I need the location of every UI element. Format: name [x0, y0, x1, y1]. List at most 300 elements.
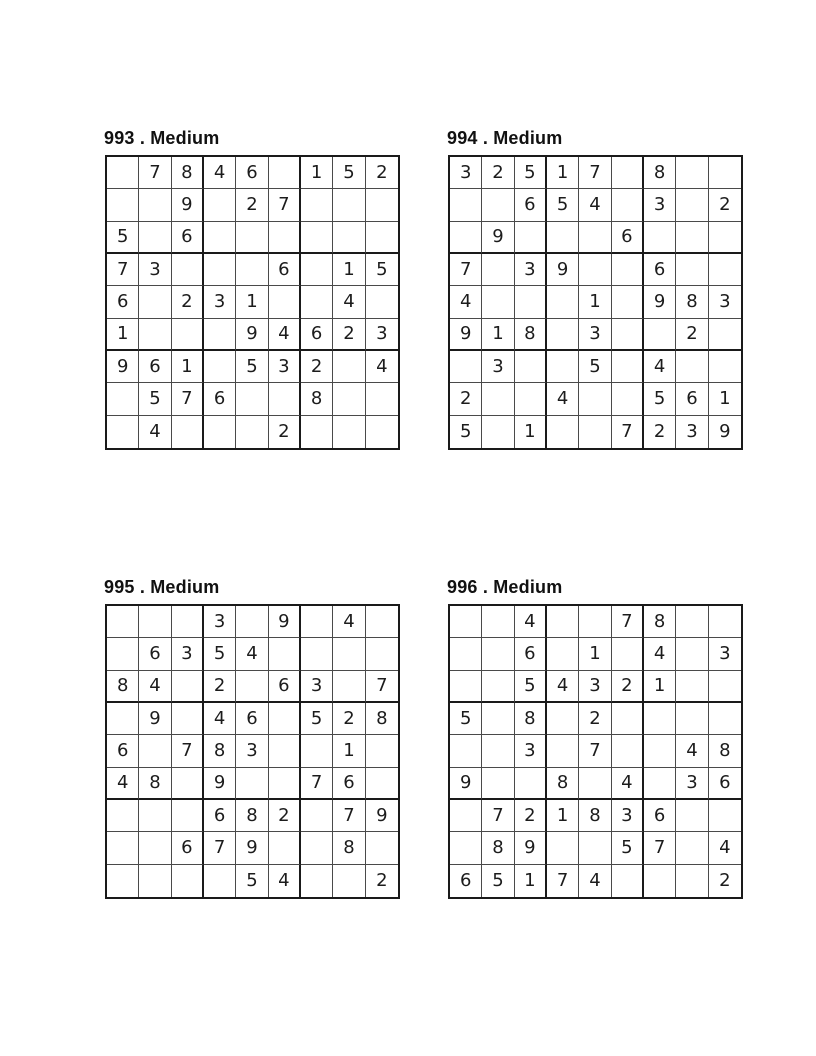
sudoku-grid: [105, 604, 400, 899]
sudoku-cell: 9: [172, 189, 204, 221]
sudoku-cell: 2: [366, 157, 398, 189]
sudoku-cell: 4: [204, 157, 236, 189]
sudoku-cell: 9: [366, 800, 398, 832]
sudoku-cell: 5: [450, 703, 482, 735]
sudoku-cell: 6: [107, 286, 139, 318]
sudoku-cell: [482, 735, 514, 767]
sudoku-cell: [612, 865, 644, 897]
sudoku-cell: [333, 638, 365, 670]
sudoku-cell: 9: [644, 286, 676, 318]
sudoku-cell: 3: [676, 768, 708, 800]
sudoku-cell: 9: [450, 768, 482, 800]
sudoku-cell: [139, 189, 171, 221]
sudoku-cell: [366, 735, 398, 767]
sudoku-cell: [269, 768, 301, 800]
sudoku-cell: 8: [644, 157, 676, 189]
sudoku-cell: [269, 222, 301, 254]
sudoku-cell: [450, 800, 482, 832]
sudoku-cell: [301, 189, 333, 221]
sudoku-cell: 3: [612, 800, 644, 832]
sudoku-cell: [236, 222, 268, 254]
sudoku-cell: 4: [333, 286, 365, 318]
sudoku-cell: [450, 606, 482, 638]
sudoku-cell: [579, 383, 611, 415]
puzzle-title: 995 . Medium: [104, 577, 220, 597]
sudoku-cell: 4: [612, 768, 644, 800]
sudoku-cell: [139, 865, 171, 897]
sudoku-cell: 7: [612, 606, 644, 638]
sudoku-cell: [676, 832, 708, 864]
sudoku-cell: [515, 222, 547, 254]
sudoku-cell: [333, 383, 365, 415]
sudoku-cell: [333, 671, 365, 703]
sudoku-cell: [482, 286, 514, 318]
sudoku-cell: 1: [547, 800, 579, 832]
sudoku-grid: [448, 604, 743, 899]
sudoku-cell: [450, 638, 482, 670]
sudoku-cell: 3: [515, 254, 547, 286]
sudoku-cell: [139, 222, 171, 254]
sudoku-cell: [139, 735, 171, 767]
sudoku-cell: 6: [269, 671, 301, 703]
sudoku-cell: 6: [236, 157, 268, 189]
sudoku-cell: [301, 416, 333, 448]
sudoku-cell: [366, 286, 398, 318]
sudoku-cell: 7: [482, 800, 514, 832]
sudoku-cell: 3: [709, 286, 741, 318]
sudoku-cell: 6: [204, 800, 236, 832]
sudoku-cell: 3: [515, 735, 547, 767]
sudoku-cell: [612, 351, 644, 383]
sudoku-cell: [612, 383, 644, 415]
sudoku-cell: [333, 351, 365, 383]
sudoku-cell: [204, 865, 236, 897]
sudoku-cell: 3: [301, 671, 333, 703]
sudoku-cell: [644, 319, 676, 351]
sudoku-cell: 5: [579, 351, 611, 383]
sudoku-cell: 5: [612, 832, 644, 864]
sudoku-cell: 2: [172, 286, 204, 318]
sudoku-cell: 6: [107, 735, 139, 767]
sudoku-cell: [450, 832, 482, 864]
sudoku-cell: 3: [709, 638, 741, 670]
sudoku-cell: 6: [204, 383, 236, 415]
sudoku-cell: [547, 222, 579, 254]
sudoku-cell: [139, 800, 171, 832]
sudoku-cell: 6: [172, 832, 204, 864]
sudoku-cell: 9: [236, 319, 268, 351]
sudoku-cell: [676, 865, 708, 897]
sudoku-cell: 7: [204, 832, 236, 864]
sudoku-cell: 7: [644, 832, 676, 864]
sudoku-cell: 3: [579, 671, 611, 703]
sudoku-cell: 5: [204, 638, 236, 670]
sudoku-cell: [612, 703, 644, 735]
sudoku-cell: [676, 638, 708, 670]
sudoku-cell: [172, 703, 204, 735]
puzzle-title: 996 . Medium: [447, 577, 563, 597]
sudoku-cell: 6: [612, 222, 644, 254]
sudoku-cell: 1: [333, 735, 365, 767]
sudoku-cell: 7: [450, 254, 482, 286]
sudoku-cell: 2: [612, 671, 644, 703]
sudoku-cell: [107, 416, 139, 448]
sudoku-cell: 5: [236, 351, 268, 383]
sudoku-cell: [676, 189, 708, 221]
sudoku-cell: 1: [709, 383, 741, 415]
sudoku-cell: 7: [107, 254, 139, 286]
sudoku-cell: [107, 703, 139, 735]
sudoku-cell: 9: [450, 319, 482, 351]
sudoku-cell: 2: [236, 189, 268, 221]
sudoku-cell: [515, 383, 547, 415]
puzzle-996: [448, 577, 743, 899]
sudoku-cell: 4: [644, 351, 676, 383]
sudoku-cell: [482, 416, 514, 448]
sudoku-cell: [333, 416, 365, 448]
puzzle-995: [105, 577, 400, 899]
sudoku-cell: [676, 703, 708, 735]
sudoku-cell: 7: [547, 865, 579, 897]
sudoku-cell: 7: [612, 416, 644, 448]
sudoku-cell: [644, 222, 676, 254]
sudoku-cell: 4: [107, 768, 139, 800]
sudoku-cell: 2: [376, 870, 388, 892]
sudoku-cell: 7: [579, 157, 611, 189]
sudoku-cell: 4: [579, 189, 611, 221]
sudoku-cell: [676, 157, 708, 189]
sudoku-cell: [482, 189, 514, 221]
sudoku-cell: 8: [676, 286, 708, 318]
sudoku-cell: [107, 157, 139, 189]
sudoku-cell: 8: [644, 606, 676, 638]
sudoku-cell: 3: [644, 189, 676, 221]
sudoku-cell: 1: [515, 865, 547, 897]
sudoku-cell: [547, 286, 579, 318]
sudoku-cell: [450, 671, 482, 703]
sudoku-cell: 7: [172, 383, 204, 415]
sudoku-cell: 6: [709, 768, 741, 800]
sudoku-cell: 1: [333, 254, 365, 286]
sudoku-cell: 5: [366, 254, 398, 286]
sudoku-cell: [482, 768, 514, 800]
sudoku-cell: [709, 351, 741, 383]
sudoku-cell: [333, 865, 365, 897]
sudoku-cell: 2: [644, 416, 676, 448]
sudoku-cell: 7: [269, 189, 301, 221]
sudoku-cell: [139, 832, 171, 864]
sudoku-cell: 6: [515, 638, 547, 670]
sudoku-cell: [612, 286, 644, 318]
sudoku-cell: 2: [333, 703, 365, 735]
sudoku-cell: 6: [269, 254, 301, 286]
sudoku-cell: 6: [139, 638, 171, 670]
sudoku-cell: [515, 768, 547, 800]
sudoku-cell: [709, 671, 741, 703]
sudoku-cell: 7: [139, 157, 171, 189]
sudoku-cell: [172, 254, 204, 286]
sudoku-cell: [301, 286, 333, 318]
sudoku-cell: [301, 832, 333, 864]
sudoku-cell: 3: [139, 254, 171, 286]
sudoku-cell: 5: [139, 383, 171, 415]
sudoku-cell: [676, 800, 708, 832]
sudoku-cell: 3: [172, 638, 204, 670]
sudoku-cell: 6: [333, 768, 365, 800]
sudoku-cell: [612, 189, 644, 221]
sudoku-cell: 8: [236, 800, 268, 832]
sudoku-cell: [450, 735, 482, 767]
sudoku-cell: 1: [547, 157, 579, 189]
sudoku-cell: [366, 768, 398, 800]
sudoku-cell: 5: [644, 383, 676, 415]
sudoku-cell: 8: [515, 703, 547, 735]
sudoku-cell: 3: [204, 286, 236, 318]
sudoku-cell: 8: [579, 800, 611, 832]
sudoku-cell: [301, 606, 333, 638]
sudoku-cell: 5: [450, 416, 482, 448]
sudoku-cell: [482, 671, 514, 703]
sudoku-cell: 6: [644, 800, 676, 832]
sudoku-cell: 9: [204, 768, 236, 800]
sudoku-cell: [515, 351, 547, 383]
sudoku-cell: 9: [719, 421, 731, 443]
sudoku-cell: 2: [269, 800, 301, 832]
sudoku-cell: [366, 638, 398, 670]
sudoku-cell: 3: [579, 319, 611, 351]
sudoku-cell: 6: [515, 189, 547, 221]
sudoku-cell: [547, 319, 579, 351]
sudoku-cell: 1: [236, 286, 268, 318]
sudoku-cell: [579, 606, 611, 638]
sudoku-cell: [172, 865, 204, 897]
sudoku-cell: [236, 383, 268, 415]
sudoku-cell: [107, 638, 139, 670]
sudoku-cell: 4: [204, 703, 236, 735]
sudoku-cell: 4: [450, 286, 482, 318]
sudoku-cell: [107, 383, 139, 415]
sudoku-cell: 4: [269, 865, 301, 897]
sudoku-cell: 1: [172, 351, 204, 383]
sudoku-cell: [204, 189, 236, 221]
sudoku-cell: [301, 735, 333, 767]
sudoku-cell: [366, 222, 398, 254]
sudoku-cell: 4: [236, 638, 268, 670]
sudoku-cell: 4: [644, 638, 676, 670]
sudoku-cell: [236, 768, 268, 800]
sudoku-cell: 3: [450, 157, 482, 189]
sudoku-cell: [301, 638, 333, 670]
sudoku-cell: [450, 189, 482, 221]
sudoku-cell: 3: [204, 606, 236, 638]
sudoku-cell: [301, 800, 333, 832]
sudoku-cell: [482, 383, 514, 415]
sudoku-cell: 9: [139, 703, 171, 735]
sudoku-cell: 5: [547, 189, 579, 221]
sudoku-cell: [172, 800, 204, 832]
sudoku-cell: 6: [450, 865, 482, 897]
sudoku-cell: [612, 254, 644, 286]
sudoku-cell: [482, 638, 514, 670]
sudoku-cell: 9: [107, 351, 139, 383]
sudoku-cell: 4: [547, 671, 579, 703]
sudoku-cell: 4: [579, 865, 611, 897]
sudoku-cell: [269, 286, 301, 318]
sudoku-cell: 1: [579, 286, 611, 318]
puzzle-title: 993 . Medium: [104, 128, 220, 148]
sudoku-cell: 7: [301, 768, 333, 800]
sudoku-cell: 9: [482, 222, 514, 254]
sudoku-cell: 2: [719, 870, 731, 892]
sudoku-cell: [709, 703, 741, 735]
sudoku-cell: 2: [482, 157, 514, 189]
sudoku-cell: [269, 157, 301, 189]
sudoku-cell: 4: [547, 383, 579, 415]
sudoku-cell: [547, 703, 579, 735]
sudoku-cell: [547, 638, 579, 670]
sudoku-cell: [139, 319, 171, 351]
sudoku-cell: [579, 768, 611, 800]
sudoku-cell: 4: [139, 416, 171, 448]
sudoku-cell: 5: [515, 671, 547, 703]
sudoku-cell: [366, 189, 398, 221]
sudoku-cell: [269, 832, 301, 864]
sudoku-cell: 3: [236, 735, 268, 767]
puzzle-994: [448, 128, 743, 450]
sudoku-cell: [269, 703, 301, 735]
sudoku-cell: [172, 768, 204, 800]
sudoku-cell: 1: [107, 319, 139, 351]
sudoku-cell: 8: [333, 832, 365, 864]
sudoku-cell: 5: [515, 157, 547, 189]
sudoku-cell: [579, 222, 611, 254]
sudoku-cell: [269, 735, 301, 767]
sudoku-cell: [107, 606, 139, 638]
sudoku-cell: 7: [172, 735, 204, 767]
sudoku-cell: 8: [301, 383, 333, 415]
sudoku-cell: 7: [333, 800, 365, 832]
sudoku-cell: [301, 254, 333, 286]
sudoku-grid: [448, 155, 743, 450]
sudoku-cell: [236, 416, 268, 448]
sudoku-cell: 9: [515, 832, 547, 864]
sudoku-cell: [172, 416, 204, 448]
sudoku-cell: 9: [236, 832, 268, 864]
sudoku-cell: 9: [269, 606, 301, 638]
sudoku-cell: [107, 865, 139, 897]
sudoku-cell: [579, 254, 611, 286]
puzzle-993: [105, 128, 400, 450]
sudoku-cell: 6: [139, 351, 171, 383]
sudoku-cell: [236, 671, 268, 703]
sudoku-cell: [204, 319, 236, 351]
sudoku-cell: [709, 606, 741, 638]
sudoku-cell: 6: [676, 383, 708, 415]
sudoku-cell: [172, 319, 204, 351]
sudoku-cell: [366, 383, 398, 415]
sudoku-cell: [204, 351, 236, 383]
sudoku-cell: [450, 222, 482, 254]
sudoku-cell: 1: [482, 319, 514, 351]
sudoku-cell: [204, 416, 236, 448]
sudoku-cell: [547, 832, 579, 864]
sudoku-cell: [236, 254, 268, 286]
sudoku-cell: [547, 606, 579, 638]
sudoku-cell: 3: [676, 416, 708, 448]
sudoku-cell: [366, 832, 398, 864]
sudoku-cell: 5: [236, 865, 268, 897]
sudoku-cell: [644, 703, 676, 735]
sudoku-cell: [172, 671, 204, 703]
sudoku-cell: [204, 254, 236, 286]
sudoku-cell: [139, 286, 171, 318]
puzzle-title: 994 . Medium: [447, 128, 563, 148]
sudoku-cell: 2: [515, 800, 547, 832]
sudoku-cell: [547, 416, 579, 448]
sudoku-cell: 2: [676, 319, 708, 351]
sudoku-cell: [333, 222, 365, 254]
sudoku-cell: [676, 606, 708, 638]
sudoku-cell: [547, 735, 579, 767]
sudoku-cell: 3: [269, 351, 301, 383]
sudoku-cell: [709, 222, 741, 254]
sudoku-cell: [709, 254, 741, 286]
sudoku-cell: [709, 800, 741, 832]
sudoku-cell: 9: [547, 254, 579, 286]
sudoku-cell: [450, 351, 482, 383]
sudoku-cell: [269, 383, 301, 415]
sudoku-cell: 2: [301, 351, 333, 383]
sudoku-cell: 4: [139, 671, 171, 703]
sudoku-grid: [105, 155, 400, 450]
sudoku-cell: 4: [366, 351, 398, 383]
sudoku-cell: [107, 189, 139, 221]
sudoku-cell: 2: [333, 319, 365, 351]
sudoku-cell: [676, 671, 708, 703]
sudoku-cell: [172, 606, 204, 638]
sudoku-cell: 5: [301, 703, 333, 735]
sudoku-cell: 2: [450, 383, 482, 415]
sudoku-cell: [301, 222, 333, 254]
sudoku-cell: 5: [482, 865, 514, 897]
sudoku-cell: 8: [366, 703, 398, 735]
sudoku-cell: 8: [709, 735, 741, 767]
sudoku-cell: 2: [204, 671, 236, 703]
sudoku-cell: 8: [172, 157, 204, 189]
sudoku-cell: 6: [301, 319, 333, 351]
sudoku-cell: 6: [236, 703, 268, 735]
sudoku-cell: [676, 254, 708, 286]
sudoku-cell: 4: [709, 832, 741, 864]
sudoku-cell: [676, 222, 708, 254]
sudoku-cell: [366, 606, 398, 638]
sudoku-cell: 8: [515, 319, 547, 351]
sudoku-cell: [107, 832, 139, 864]
sudoku-cell: [482, 606, 514, 638]
sudoku-cell: [269, 638, 301, 670]
sudoku-cell: [709, 319, 741, 351]
sudoku-cell: [547, 351, 579, 383]
sudoku-cell: 4: [333, 606, 365, 638]
sudoku-cell: 4: [269, 319, 301, 351]
sudoku-cell: 7: [366, 671, 398, 703]
sudoku-cell: [204, 222, 236, 254]
sudoku-cell: [107, 800, 139, 832]
sudoku-cell: [515, 286, 547, 318]
sudoku-cell: [644, 735, 676, 767]
sudoku-cell: 6: [172, 222, 204, 254]
sudoku-cell: 8: [547, 768, 579, 800]
